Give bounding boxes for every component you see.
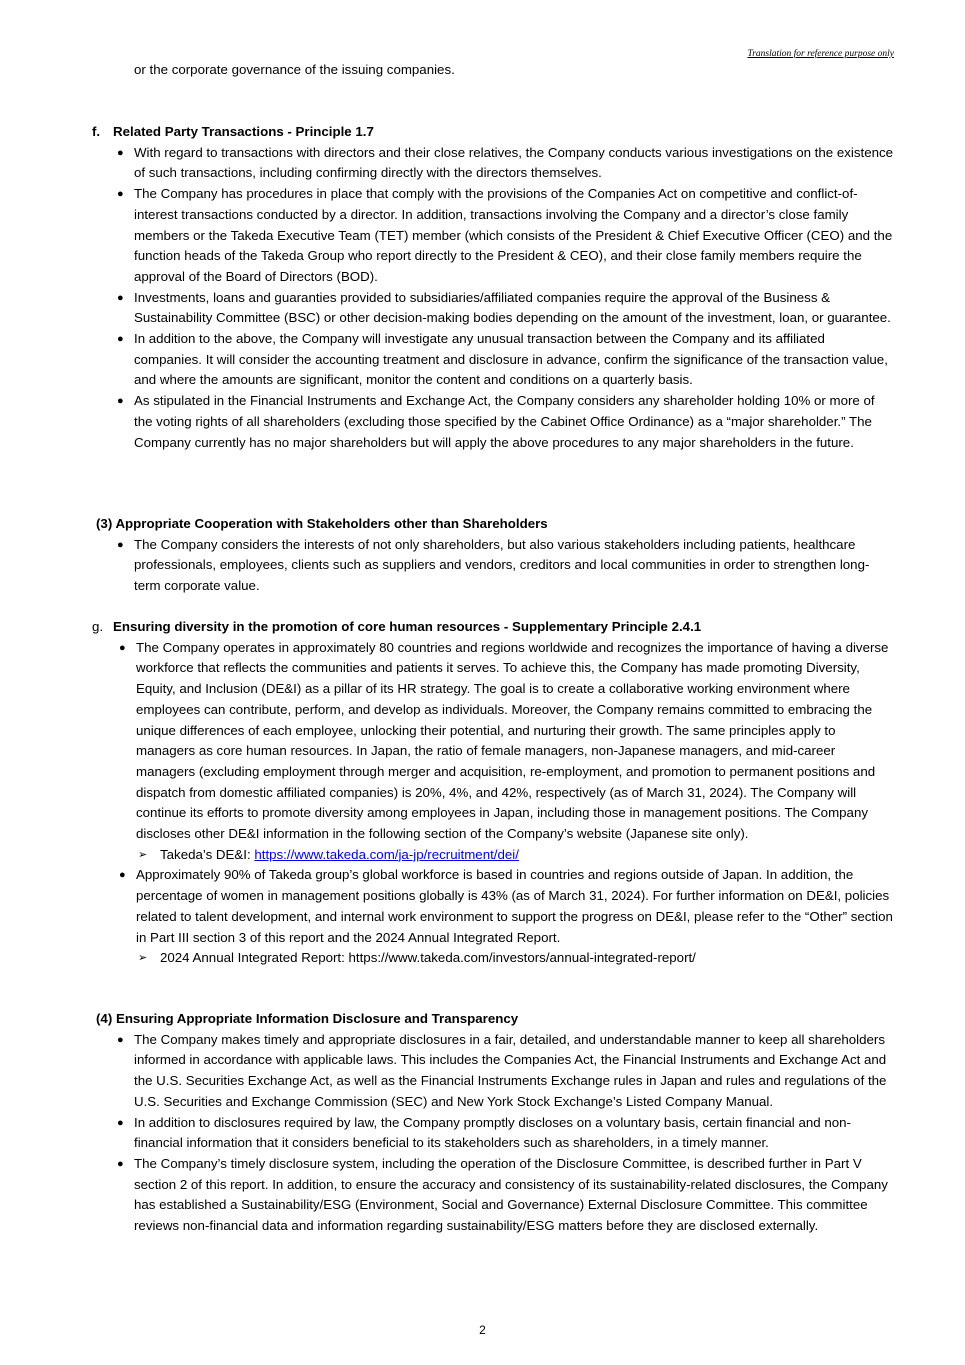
section-g	[0, 617, 965, 969]
intro-text: or the corporate governance of the issuing companies.	[134, 62, 455, 77]
bullet-icon: ●	[117, 538, 124, 551]
list-item: ● Approximately 90% of Takeda group’s global workforce is based in countries and regions outside of Japan. In addition, the percentage of women in management positions globally is 43% (as of March 31, 2024). For further information on DE&I, policies related to talent development, and internal work environment to support the progress on DE&I, please refer to the “Other” section in Part III section 3 of this report and the 2024 Annual Integrated Report.	[119, 867, 893, 945]
list-item: ● Investments, loans and guaranties provided to subsidiaries/affiliated companies require the approval of the Business & Sustainability Committee (BSC) or other decision-making bodies depending on the amount of the investment, loan, or guarantee.	[117, 289, 891, 326]
list-item: ● As stipulated in the Financial Instruments and Exchange Act, the Company considers any shareholder holding 10% or more of the voting rights of all shareholders (excluding those specified by the Cabinet Office Ordinance) as a “major shareholder.” The Company currently has no major shareholders but will apply the above procedures to any major shareholders in the future.	[117, 393, 875, 450]
bullet-icon: ●	[117, 1116, 124, 1129]
section-title: (3) Appropriate Cooperation with Stakeholders other than Shareholders	[96, 516, 548, 531]
bullet-icon: ●	[117, 1157, 124, 1170]
sub-list-item: ➢ Takeda’s DE&I: https://www.takeda.com/ja-jp/recruitment/dei/	[160, 845, 896, 866]
page-number: 2	[479, 1323, 486, 1337]
sub-list-item: ➢ 2024 Annual Integrated Report: https://www.takeda.com/investors/annual-integrated-report/	[160, 948, 896, 969]
section-title: Related Party Transactions - Principle 1.7	[113, 124, 374, 139]
section-f	[0, 122, 965, 453]
arrow-bullet-icon: ➢	[138, 952, 148, 965]
list-item: ● With regard to transactions with directors and their close relatives, the Company conducts various investigations on the existence of such transactions, including confirming directly with the directors themselves.	[117, 144, 894, 181]
section-marker: f.	[92, 124, 101, 139]
intro-block	[0, 60, 965, 81]
list-item: ● The Company has procedures in place that comply with the provisions of the Companies Act on competitive and conflict-of-interest transactions conducted by a director. In addition, transactions involving the Company and a director’s close family members or the Takeda Executive Team (TET) member (which consists of the President & Chief Executive Officer (CEO) and the function heads of the Takeda Group who report directly to the President & CEO), and their close family members require the approval of the Board of Directors (BOD).	[117, 186, 893, 284]
bullet-icon: ●	[119, 641, 126, 654]
translation-note: Translation for reference purpose only	[747, 49, 894, 59]
bullet-icon: ●	[117, 395, 124, 408]
section-4	[0, 1009, 965, 1237]
dei-link[interactable]: https://www.takeda.com/ja-jp/recruitment/dei/	[254, 846, 519, 862]
section-marker: g.	[92, 619, 104, 634]
section-3	[0, 514, 965, 597]
section-title: (4) Ensuring Appropriate Information Disclosure and Transparency	[96, 1011, 519, 1026]
list-item: ● In addition to disclosures required by law, the Company promptly discloses on a voluntary basis, certain financial and non-financial information that it considers beneficial to its stakeholders such as shareholders, in a timely manner.	[117, 1114, 851, 1151]
bullet-icon: ●	[119, 869, 126, 882]
bullet-icon: ●	[117, 291, 124, 304]
section-title: Ensuring diversity in the promotion of core human resources - Supplementary Principle 2.4.1	[113, 619, 702, 634]
bullet-icon: ●	[117, 333, 124, 346]
list-item: ● The Company makes timely and appropriate disclosures in a fair, detailed, and understandable manner to keep all shareholders informed in accordance with applicable laws. This includes the Companies Act, the Financial Instruments and Exchange Act and the U.S. Securities Exchange Act, as well as the Financial Instruments Exchange rules in Japan and rules and regulations of the U.S. Securities and Exchange Commission (SEC) and New York Stock Exchange’s Listed Company Manual.	[117, 1031, 887, 1109]
list-item: ● The Company considers the interests of not only shareholders, but also various stakeholders including patients, healthcare professionals, employees, clients such as suppliers and vendors, creditors and local communities in order to strengthen long-term corporate value.	[117, 536, 870, 594]
list-item: ● The Company’s timely disclosure system, including the operation of the Disclosure Committee, is described further in Part V section 2 of this report. In addition, to ensure the accuracy and consistency of its sustainability-related disclosures, the Company has established a Sustainability/ESG (Environment, Social and Governance) External Disclosure Committee. This committee reviews non-financial data and information regarding sustainability/ESG matters before they are disclosed externally.	[117, 1155, 888, 1234]
bullet-icon: ●	[117, 188, 124, 201]
list-item: ● The Company operates in approximately 80 countries and regions worldwide and recognizes the importance of having a diverse workforce that reflects the communities and patients it serves. To achieve this, the Company has made promoting Diversity, Equity, and Inclusion (DE&I) as a pillar of its HR strategy. The goal is to create a collaborative working environment where employees can contribute, perform, and develop as individuals. Moreover, the Company remains committed to embracing the unique differences of each employee, unlocking their potential, and nurturing their growth. The same principles apply to managers as core human resources. In Japan, the ratio of female managers, non-Japanese managers, and mid-career managers (excluding employment through merger and acquisition, re-employment, and promotion to permanent positions and dispatch from domestic affiliated companies) is 20%, 4%, and 42%, respectively (as of March 31, 2024). The Company will continue its efforts to promote diversity among employees in Japan, including those in management positions. The Company discloses other DE&I information in the following section of the Company’s website (Japanese site only).	[119, 639, 889, 842]
list-item: ● In addition to the above, the Company will investigate any unusual transaction between the Company and its affiliated companies. It will consider the accounting treatment and disclosure in advance, confirm the significance of the transaction value, and where the amounts are significant, monitor the content and conditions on a quarterly basis.	[117, 331, 888, 388]
bullet-icon: ●	[117, 146, 124, 159]
bullet-icon: ●	[117, 1033, 124, 1046]
arrow-bullet-icon: ➢	[138, 848, 148, 861]
